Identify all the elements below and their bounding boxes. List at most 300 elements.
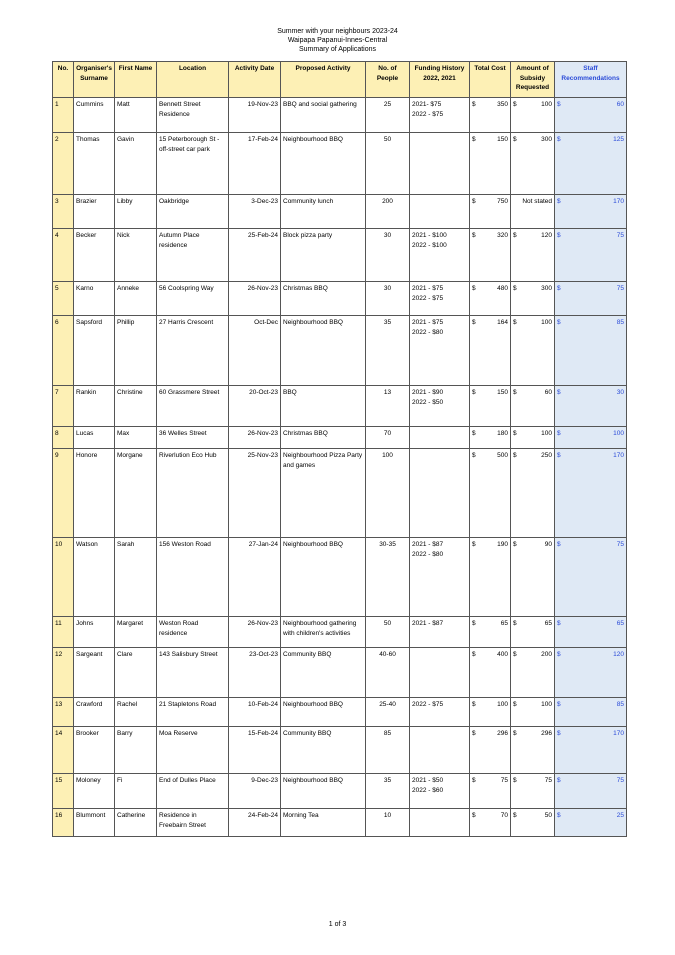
cell-people: 50 xyxy=(366,617,410,648)
cell-total-cost xyxy=(470,449,511,538)
amount: 125 xyxy=(613,136,624,143)
amount: 85 xyxy=(616,319,624,326)
cell-no: 14 xyxy=(53,727,74,774)
cell-location: 15 Peterborough St - off-street car park xyxy=(157,133,229,195)
cell-location: Riverlution Eco Hub xyxy=(157,449,229,538)
currency-symbol: $ xyxy=(557,101,561,108)
cell-staff-recommendation xyxy=(555,427,627,449)
cell-no: 16 xyxy=(53,809,74,837)
cell-staff-recommendation-value xyxy=(557,650,624,660)
cell-staff-recommendation xyxy=(555,449,627,538)
cell-total-cost-value xyxy=(472,619,508,629)
cell-proposed-activity: Neighbourhood BBQ xyxy=(281,316,366,386)
cell-first-name: Fi xyxy=(115,774,157,809)
amount: Not stated xyxy=(522,198,552,205)
table-body xyxy=(53,98,627,837)
amount: 300 xyxy=(541,136,552,143)
amount: 70 xyxy=(500,812,508,819)
cell-people: 30 xyxy=(366,282,410,316)
cell-staff-recommendation-value xyxy=(557,231,624,241)
cell-no: 15 xyxy=(53,774,74,809)
cell-staff-recommendation xyxy=(555,698,627,727)
cell-proposed-activity: Community BBQ xyxy=(281,648,366,698)
cell-no: 5 xyxy=(53,282,74,316)
cell-no: 10 xyxy=(53,538,74,617)
currency-symbol: $ xyxy=(557,285,561,292)
cell-no: 1 xyxy=(53,98,74,133)
cell-staff-recommendation-value xyxy=(557,540,624,550)
currency-symbol: $ xyxy=(472,777,476,784)
cell-total-cost-value xyxy=(472,231,508,241)
cell-funding-history: 2022 - $75 xyxy=(410,698,470,727)
amount: 100 xyxy=(613,430,624,437)
cell-first-name: Max xyxy=(115,427,157,449)
header-title: Summer with your neighbours 2023-24 xyxy=(277,28,398,35)
cell-staff-recommendation xyxy=(555,282,627,316)
currency-symbol: $ xyxy=(513,452,517,459)
cell-activity-date: 25-Feb-24 xyxy=(229,229,281,282)
col-header-subsidy: Amount of Subsidy Requested xyxy=(511,62,555,98)
cell-funding-history xyxy=(410,195,470,229)
cell-no: 9 xyxy=(53,449,74,538)
cell-first-name: Margaret xyxy=(115,617,157,648)
currency-symbol: $ xyxy=(472,389,476,396)
cell-subsidy-value xyxy=(513,429,552,439)
cell-proposed-activity: Block pizza party xyxy=(281,229,366,282)
page-number: 1 of 3 xyxy=(328,921,347,928)
cell-proposed-activity: BBQ and social gathering xyxy=(281,98,366,133)
cell-funding-history: 2021 - $100 2022 - $100 xyxy=(410,229,470,282)
currency-symbol: $ xyxy=(557,389,561,396)
cell-subsidy xyxy=(511,229,555,282)
cell-staff-recommendation-value xyxy=(557,197,624,207)
cell-first-name: Barry xyxy=(115,727,157,774)
cell-staff-recommendation-value xyxy=(557,429,624,439)
cell-total-cost xyxy=(470,133,511,195)
cell-subsidy xyxy=(511,809,555,837)
cell-total-cost-value xyxy=(472,284,508,294)
cell-location: 21 Stapletons Road xyxy=(157,698,229,727)
amount: 350 xyxy=(497,101,508,108)
cell-location: Moa Reserve xyxy=(157,727,229,774)
cell-surname: Brooker xyxy=(74,727,115,774)
currency-symbol: $ xyxy=(513,389,517,396)
cell-surname: Crawford xyxy=(74,698,115,727)
amount: 190 xyxy=(497,541,508,548)
table-row xyxy=(53,195,627,229)
cell-subsidy xyxy=(511,727,555,774)
amount: 90 xyxy=(544,541,552,548)
cell-location: 56 Coolspring Way xyxy=(157,282,229,316)
cell-location: 60 Grassmere Street xyxy=(157,386,229,427)
document-header xyxy=(0,27,675,54)
cell-total-cost-value xyxy=(472,197,508,207)
cell-subsidy xyxy=(511,538,555,617)
currency-symbol: $ xyxy=(472,541,476,548)
cell-surname: Sapsford xyxy=(74,316,115,386)
cell-no: 3 xyxy=(53,195,74,229)
cell-total-cost-value xyxy=(472,318,508,328)
header-ward: Waipapa Papanui-Innes-Central xyxy=(287,37,388,44)
col-header-activity-date: Activity Date xyxy=(229,62,281,98)
cell-subsidy-value xyxy=(513,318,552,328)
table-row xyxy=(53,386,627,427)
amount: 75 xyxy=(500,777,508,784)
currency-symbol: $ xyxy=(513,701,517,708)
cell-staff-recommendation-value xyxy=(557,284,624,294)
cell-no: 12 xyxy=(53,648,74,698)
cell-people: 25 xyxy=(366,98,410,133)
currency-symbol: $ xyxy=(472,730,476,737)
amount: 170 xyxy=(613,730,624,737)
cell-total-cost-value xyxy=(472,700,508,710)
cell-total-cost xyxy=(470,427,511,449)
currency-symbol: $ xyxy=(557,620,561,627)
cell-location: End of Dulles Place xyxy=(157,774,229,809)
amount: 50 xyxy=(544,812,552,819)
currency-symbol: $ xyxy=(513,101,517,108)
cell-funding-history xyxy=(410,427,470,449)
cell-total-cost-value xyxy=(472,650,508,660)
amount: 150 xyxy=(497,136,508,143)
amount: 75 xyxy=(616,232,624,239)
cell-subsidy-value xyxy=(513,650,552,660)
cell-subsidy-value xyxy=(513,284,552,294)
cell-total-cost xyxy=(470,809,511,837)
table-row xyxy=(53,133,627,195)
cell-subsidy xyxy=(511,449,555,538)
cell-people: 25-40 xyxy=(366,698,410,727)
currency-symbol: $ xyxy=(557,812,561,819)
cell-subsidy-value xyxy=(513,197,552,207)
currency-symbol: $ xyxy=(513,541,517,548)
cell-first-name: Morgane xyxy=(115,449,157,538)
amount: 200 xyxy=(541,651,552,658)
cell-surname: Moloney xyxy=(74,774,115,809)
cell-staff-recommendation-value xyxy=(557,619,624,629)
cell-surname: Watson xyxy=(74,538,115,617)
amount: 120 xyxy=(613,651,624,658)
amount: 60 xyxy=(616,101,624,108)
amount: 75 xyxy=(544,777,552,784)
cell-funding-history: 2021 - $75 2022 - $75 xyxy=(410,282,470,316)
col-header-people: No. of People xyxy=(366,62,410,98)
amount: 75 xyxy=(616,541,624,548)
cell-staff-recommendation-value xyxy=(557,451,624,461)
cell-first-name: Libby xyxy=(115,195,157,229)
amount: 75 xyxy=(616,777,624,784)
table-row xyxy=(53,229,627,282)
cell-funding-history: 2021 - $87 xyxy=(410,617,470,648)
cell-funding-history xyxy=(410,449,470,538)
cell-staff-recommendation xyxy=(555,809,627,837)
cell-activity-date: 19-Nov-23 xyxy=(229,98,281,133)
amount: 170 xyxy=(613,198,624,205)
cell-total-cost-value xyxy=(472,811,508,821)
cell-subsidy xyxy=(511,316,555,386)
currency-symbol: $ xyxy=(513,285,517,292)
cell-people: 50 xyxy=(366,133,410,195)
cell-no: 2 xyxy=(53,133,74,195)
cell-total-cost-value xyxy=(472,135,508,145)
amount: 100 xyxy=(541,430,552,437)
cell-proposed-activity: Neighbourhood BBQ xyxy=(281,698,366,727)
cell-total-cost-value xyxy=(472,429,508,439)
cell-proposed-activity: Neighbourhood gathering with children's activities xyxy=(281,617,366,648)
cell-staff-recommendation xyxy=(555,316,627,386)
cell-first-name: Clare xyxy=(115,648,157,698)
amount: 100 xyxy=(497,701,508,708)
table-row xyxy=(53,98,627,133)
amount: 400 xyxy=(497,651,508,658)
cell-total-cost xyxy=(470,774,511,809)
cell-surname: Rankin xyxy=(74,386,115,427)
cell-funding-history: 2021 - $75 2022 - $80 xyxy=(410,316,470,386)
currency-symbol: $ xyxy=(557,430,561,437)
cell-activity-date: 26-Nov-23 xyxy=(229,427,281,449)
cell-total-cost xyxy=(470,648,511,698)
cell-first-name: Anneke xyxy=(115,282,157,316)
amount: 85 xyxy=(616,701,624,708)
cell-activity-date: 17-Feb-24 xyxy=(229,133,281,195)
amount: 180 xyxy=(497,430,508,437)
currency-symbol: $ xyxy=(557,232,561,239)
cell-proposed-activity: Neighbourhood Pizza Party and games xyxy=(281,449,366,538)
cell-staff-recommendation xyxy=(555,133,627,195)
currency-symbol: $ xyxy=(557,701,561,708)
cell-staff-recommendation xyxy=(555,727,627,774)
cell-surname: Thomas xyxy=(74,133,115,195)
currency-symbol: $ xyxy=(472,452,476,459)
amount: 480 xyxy=(497,285,508,292)
cell-activity-date: 15-Feb-24 xyxy=(229,727,281,774)
currency-symbol: $ xyxy=(472,651,476,658)
table-row xyxy=(53,427,627,449)
amount: 75 xyxy=(616,285,624,292)
cell-total-cost xyxy=(470,538,511,617)
cell-activity-date: 10-Feb-24 xyxy=(229,698,281,727)
cell-subsidy-value xyxy=(513,540,552,550)
table-row xyxy=(53,774,627,809)
currency-symbol: $ xyxy=(472,232,476,239)
cell-no: 11 xyxy=(53,617,74,648)
amount: 750 xyxy=(497,198,508,205)
cell-location: 36 Welles Street xyxy=(157,427,229,449)
cell-subsidy-value xyxy=(513,729,552,739)
currency-symbol: $ xyxy=(513,620,517,627)
cell-funding-history xyxy=(410,133,470,195)
cell-subsidy-value xyxy=(513,811,552,821)
amount: 300 xyxy=(541,285,552,292)
cell-people: 35 xyxy=(366,316,410,386)
cell-subsidy xyxy=(511,195,555,229)
currency-symbol: $ xyxy=(557,136,561,143)
cell-surname: Becker xyxy=(74,229,115,282)
table-row xyxy=(53,282,627,316)
cell-total-cost xyxy=(470,195,511,229)
cell-location: Autumn Place residence xyxy=(157,229,229,282)
amount: 320 xyxy=(497,232,508,239)
cell-surname: Sargeant xyxy=(74,648,115,698)
currency-symbol: $ xyxy=(472,701,476,708)
cell-subsidy xyxy=(511,698,555,727)
amount: 65 xyxy=(616,620,624,627)
cell-people: 100 xyxy=(366,449,410,538)
cell-people: 40-60 xyxy=(366,648,410,698)
cell-total-cost-value xyxy=(472,451,508,461)
cell-staff-recommendation-value xyxy=(557,135,624,145)
cell-surname: Karno xyxy=(74,282,115,316)
table-row xyxy=(53,538,627,617)
amount: 296 xyxy=(541,730,552,737)
cell-funding-history xyxy=(410,727,470,774)
cell-funding-history xyxy=(410,648,470,698)
col-header-total-cost: Total Cost xyxy=(470,62,511,98)
cell-staff-recommendation xyxy=(555,386,627,427)
cell-funding-history: 2021 - $90 2022 - $50 xyxy=(410,386,470,427)
col-header-staff-recommendations: Staff Recommendations xyxy=(555,62,627,98)
cell-surname: Johns xyxy=(74,617,115,648)
currency-symbol: $ xyxy=(513,651,517,658)
cell-first-name: Matt xyxy=(115,98,157,133)
cell-total-cost-value xyxy=(472,100,508,110)
cell-total-cost-value xyxy=(472,540,508,550)
col-header-proposed-activity: Proposed Activity xyxy=(281,62,366,98)
cell-people: 30-35 xyxy=(366,538,410,617)
cell-subsidy-value xyxy=(513,776,552,786)
col-header-surname: Organiser's Surname xyxy=(74,62,115,98)
cell-people: 35 xyxy=(366,774,410,809)
cell-staff-recommendation-value xyxy=(557,776,624,786)
currency-symbol: $ xyxy=(557,319,561,326)
amount: 100 xyxy=(541,701,552,708)
currency-symbol: $ xyxy=(472,101,476,108)
table-row xyxy=(53,316,627,386)
cell-activity-date: 20-Oct-23 xyxy=(229,386,281,427)
amount: 65 xyxy=(500,620,508,627)
currency-symbol: $ xyxy=(513,812,517,819)
header-subtitle: Summary of Applications xyxy=(298,46,377,53)
currency-symbol: $ xyxy=(513,730,517,737)
cell-staff-recommendation-value xyxy=(557,700,624,710)
cell-first-name: Gavin xyxy=(115,133,157,195)
cell-people: 10 xyxy=(366,809,410,837)
cell-surname: Lucas xyxy=(74,427,115,449)
cell-proposed-activity: Community lunch xyxy=(281,195,366,229)
cell-proposed-activity: Neighbourhood BBQ xyxy=(281,774,366,809)
table-row xyxy=(53,648,627,698)
col-header-no: No. xyxy=(53,62,74,98)
cell-subsidy xyxy=(511,774,555,809)
amount: 100 xyxy=(541,319,552,326)
cell-activity-date: 9-Dec-23 xyxy=(229,774,281,809)
cell-total-cost xyxy=(470,698,511,727)
amount: 150 xyxy=(497,389,508,396)
cell-no: 4 xyxy=(53,229,74,282)
cell-total-cost xyxy=(470,727,511,774)
amount: 120 xyxy=(541,232,552,239)
cell-no: 7 xyxy=(53,386,74,427)
cell-total-cost xyxy=(470,98,511,133)
cell-proposed-activity: Morning Tea xyxy=(281,809,366,837)
currency-symbol: $ xyxy=(557,198,561,205)
cell-total-cost-value xyxy=(472,776,508,786)
cell-staff-recommendation xyxy=(555,98,627,133)
currency-symbol: $ xyxy=(557,730,561,737)
currency-symbol: $ xyxy=(557,452,561,459)
currency-symbol: $ xyxy=(472,285,476,292)
cell-activity-date: Oct-Dec xyxy=(229,316,281,386)
cell-people: 70 xyxy=(366,427,410,449)
cell-activity-date: 27-Jan-24 xyxy=(229,538,281,617)
currency-symbol: $ xyxy=(557,777,561,784)
cell-first-name: Sarah xyxy=(115,538,157,617)
cell-staff-recommendation-value xyxy=(557,318,624,328)
cell-staff-recommendation xyxy=(555,195,627,229)
amount: 60 xyxy=(544,389,552,396)
cell-subsidy-value xyxy=(513,231,552,241)
currency-symbol: $ xyxy=(472,430,476,437)
cell-first-name: Phillip xyxy=(115,316,157,386)
cell-surname: Cummins xyxy=(74,98,115,133)
table-row xyxy=(53,698,627,727)
cell-subsidy xyxy=(511,133,555,195)
cell-no: 6 xyxy=(53,316,74,386)
cell-staff-recommendation-value xyxy=(557,811,624,821)
amount: 25 xyxy=(616,812,624,819)
table-row xyxy=(53,617,627,648)
cell-subsidy-value xyxy=(513,619,552,629)
cell-activity-date: 25-Nov-23 xyxy=(229,449,281,538)
amount: 164 xyxy=(497,319,508,326)
cell-activity-date: 3-Dec-23 xyxy=(229,195,281,229)
cell-first-name: Nick xyxy=(115,229,157,282)
amount: 296 xyxy=(497,730,508,737)
cell-total-cost xyxy=(470,386,511,427)
cell-subsidy xyxy=(511,617,555,648)
currency-symbol: $ xyxy=(513,319,517,326)
cell-activity-date: 26-Nov-23 xyxy=(229,617,281,648)
cell-proposed-activity: BBQ xyxy=(281,386,366,427)
cell-first-name: Christine xyxy=(115,386,157,427)
cell-subsidy-value xyxy=(513,100,552,110)
cell-proposed-activity: Neighbourhood BBQ xyxy=(281,538,366,617)
amount: 170 xyxy=(613,452,624,459)
table-row xyxy=(53,727,627,774)
currency-symbol: $ xyxy=(513,136,517,143)
currency-symbol: $ xyxy=(472,319,476,326)
cell-activity-date: 23-Oct-23 xyxy=(229,648,281,698)
cell-staff-recommendation xyxy=(555,648,627,698)
currency-symbol: $ xyxy=(557,541,561,548)
cell-location: 143 Salisbury Street xyxy=(157,648,229,698)
currency-symbol: $ xyxy=(513,232,517,239)
table-header-row xyxy=(53,62,627,98)
cell-total-cost xyxy=(470,617,511,648)
col-header-funding-history: Funding History 2022, 2021 xyxy=(410,62,470,98)
cell-first-name: Catherine xyxy=(115,809,157,837)
amount: 100 xyxy=(541,101,552,108)
cell-staff-recommendation xyxy=(555,617,627,648)
cell-total-cost xyxy=(470,229,511,282)
currency-symbol: $ xyxy=(513,777,517,784)
cell-people: 200 xyxy=(366,195,410,229)
cell-surname: Honore xyxy=(74,449,115,538)
cell-staff-recommendation xyxy=(555,774,627,809)
cell-total-cost-value xyxy=(472,729,508,739)
cell-subsidy xyxy=(511,386,555,427)
cell-surname: Blummont xyxy=(74,809,115,837)
